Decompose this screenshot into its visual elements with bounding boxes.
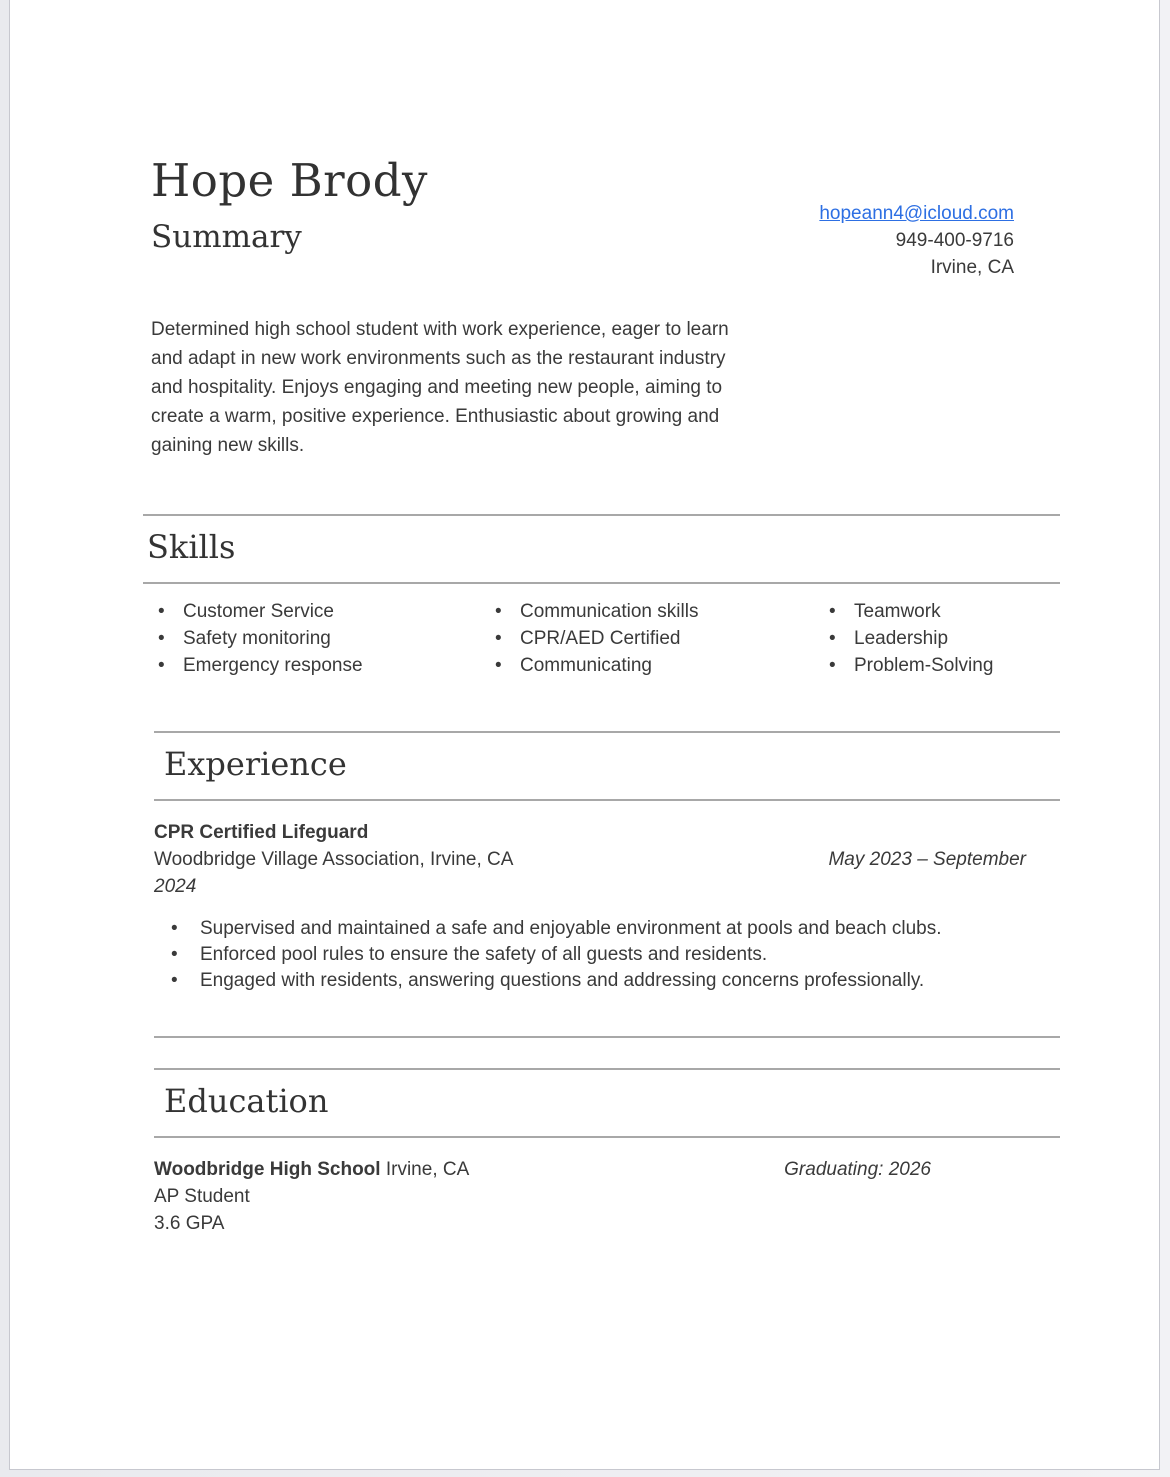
email-link[interactable]: hopeann4@icloud.com [819,203,1014,224]
education-heading: Education [164,1082,329,1120]
school-name: Woodbridge High School [154,1159,381,1180]
section-divider [154,1136,1060,1138]
job-date-range-wrap: 2024 [154,876,197,897]
graduation-date: Graduating: 2026 [784,1159,931,1180]
contact-email-row [819,200,1014,227]
skills-list [143,598,1060,679]
school-location: Irvine, CA [385,1159,470,1180]
school-line [154,1156,469,1183]
name-block [151,154,428,281]
contact-block [819,200,1060,281]
skill-item: • Emergency response [143,652,480,679]
skill-item: • CPR/AED Certified [480,625,814,652]
skill-item: • Leadership [814,625,1060,652]
section-divider [143,582,1060,584]
skills-column [814,598,1060,679]
header [143,154,1060,281]
summary-heading: Summary [151,219,302,255]
job-company-row [154,846,1060,873]
summary-paragraph: Determined high school student with work experience, eager to learn and adapt in new work environments such as the restaurant industry and hospitality. Enjoys engaging and meeting new people, aiming to create a warm, positive experience. Enthusiastic about growing and gaining new skills. [151,319,729,456]
skill-item: • Safety monitoring [143,625,480,652]
section-education [154,1068,1060,1237]
skill-item: • Customer Service [143,598,480,625]
skill-item: • Problem-Solving [814,652,1060,679]
contact-location: Irvine, CA [930,257,1014,278]
skills-heading: Skills [147,528,236,566]
skills-column [480,598,814,679]
education-entry [154,1156,1060,1237]
skill-item: • Teamwork [814,598,1060,625]
school-row [154,1156,1060,1183]
job-date-range: May 2023 – September [828,849,1026,870]
job-title: CPR Certified Lifeguard [154,822,369,843]
skill-item: • Communicating [480,652,814,679]
education-detail: 3.6 GPA [154,1213,225,1234]
experience-heading: Experience [164,745,347,783]
section-experience [154,731,1060,1038]
section-divider [154,1036,1060,1038]
job-company: Woodbridge Village Association, Irvine, CA [154,849,514,870]
education-detail: AP Student [154,1186,250,1207]
skills-column [143,598,480,679]
section-skills [143,514,1060,679]
page-title: Hope Brody [151,154,428,207]
job-bullet: • Enforced pool rules to ensure the safety of all guests and residents. [154,942,1060,968]
section-divider [154,799,1060,801]
job-bullet: • Supervised and maintained a safe and enjoyable environment at pools and beach clubs. [154,916,1060,942]
contact-phone: 949-400-9716 [895,230,1014,251]
job-entry [154,819,1060,994]
skill-item: • Communication skills [480,598,814,625]
job-bullet: • Engaged with residents, answering questions and addressing concerns professionally. [154,968,1060,994]
resume-page [9,0,1160,1470]
job-bullet-list [154,916,1060,994]
